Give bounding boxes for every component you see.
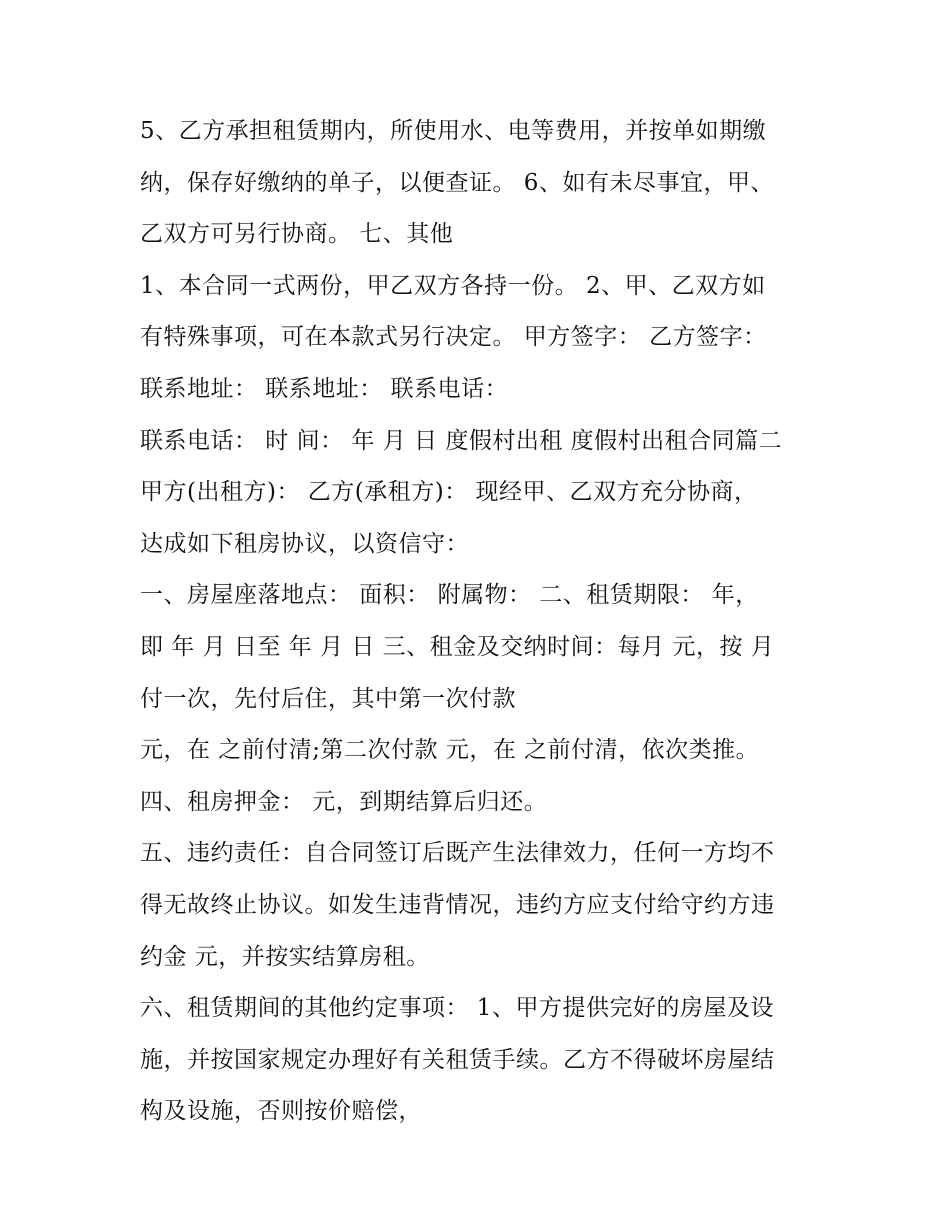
text-line-4: 1、本合同一式两份，甲乙双方各持一份。 2、甲、乙双方如 bbox=[140, 272, 766, 299]
text-line-12: 付一次，先付后住，其中第一次付款 bbox=[140, 685, 516, 712]
text-line-13: 元，在 之前付清;第二次付款 元，在 之前付清，依次类推。 bbox=[140, 737, 760, 764]
text-line-16: 得无故终止协议。如发生违背情况，违约方应支付给守约方违 bbox=[140, 891, 775, 918]
text-line-18: 六、租赁期间的其他约定事项： 1、甲方提供完好的房屋及设 bbox=[140, 995, 774, 1022]
text-line-6: 联系地址： 联系地址： 联系电话： bbox=[140, 375, 509, 402]
text-line-5: 有特殊事项，可在本款式另行决定。 甲方签字： 乙方签字： bbox=[140, 324, 767, 351]
text-line-20: 构及设施，否则按价赔偿， bbox=[140, 1098, 422, 1125]
text-line-19: 施，并按国家规定办理好有关租赁手续。乙方不得破坏房屋结 bbox=[140, 1046, 775, 1073]
document-body bbox=[140, 106, 820, 1138]
text-line-1: 5、乙方承担租赁期内，所使用水、电等费用，并按单如期缴 bbox=[140, 118, 767, 144]
text-line-2: 纳，保存好缴纳的单子，以便查证。 6、如有未尽事宜，甲、 bbox=[140, 169, 774, 196]
text-line-7: 联系电话： 时 间： 年 月 日 度假村出租 度假村出租合同篇二 bbox=[140, 427, 783, 454]
text-line-17: 约金 元，并按实结算房租。 bbox=[140, 943, 430, 970]
text-line-9: 达成如下租房协议，以资信守： bbox=[140, 530, 469, 557]
text-line-15: 五、违约责任：自合同签订后既产生法律效力，任何一方均不 bbox=[140, 840, 775, 867]
text-line-3: 乙双方可另行协商。 七、其他 bbox=[140, 221, 454, 248]
text-line-8: 甲方(出租方)： 乙方(承租方)： 现经甲、乙双方充分协商， bbox=[140, 479, 758, 506]
text-line-10: 一、房屋座落地点： 面积： 附属物： 二、租赁期限： 年， bbox=[140, 582, 759, 609]
text-line-14: 四、租房押金： 元，到期结算后归还。 bbox=[140, 788, 548, 815]
text-line-11: 即 年 月 日至 年 月 日 三、租金及交纳时间：每月 元，按 月 bbox=[140, 633, 775, 660]
